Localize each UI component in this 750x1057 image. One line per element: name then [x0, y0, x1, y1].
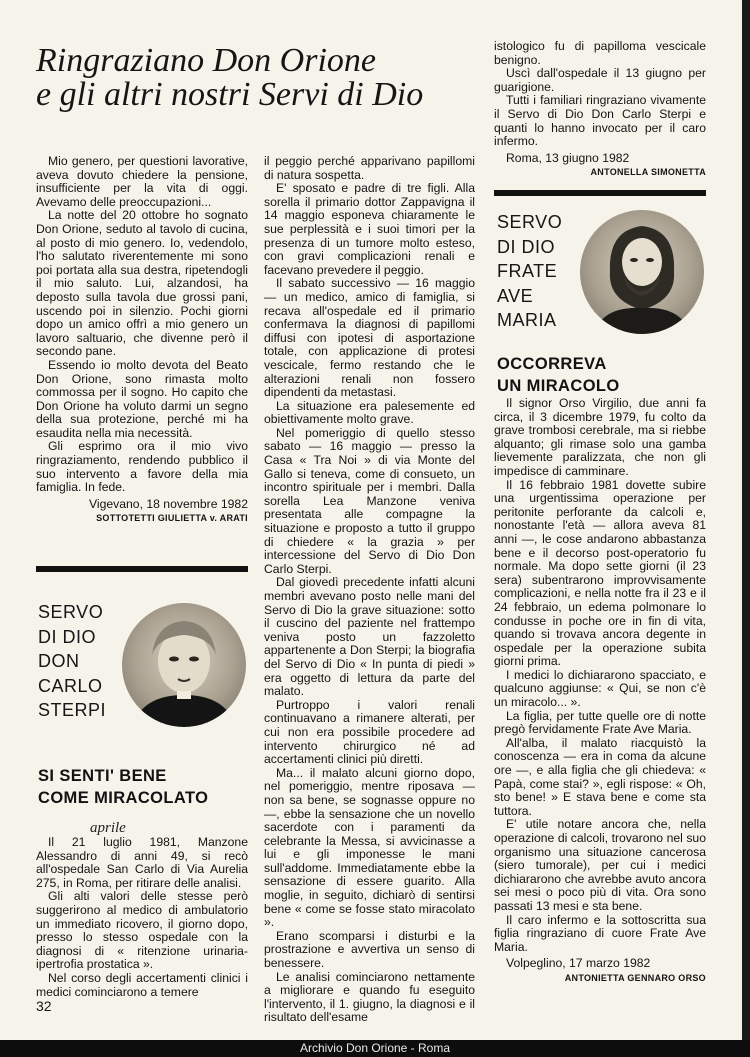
letter-2-continued	[264, 155, 475, 1025]
paragraph: La situazione era palesemente ed obiettivamente molto grave.	[264, 398, 475, 427]
signature: ANTONELLA SIMONETTA	[590, 167, 706, 178]
paragraph: Uscì dall'ospedale il 13 giugno per guarigione.	[494, 66, 706, 94]
letter-2	[36, 836, 248, 999]
paragraph: Il 16 febbraio 1981 dovette subire una urgentissima operazione per peritonite perforante da calcoli e, nonostante l'età — allora aveva 81 anni —, le cose andarono abbastanza bene e il decorso post-operatorio fu normale. Ma dopo sette giorni (il 23 sera) subentrarono improvvisamente complicazioni, e nella notte fra il 23 e il 24 febbraio, un edema polmonare lo condusse in poche ore in fin di vita, quando si trovava ancora degente in ospedale per la operazione subita giorni prima.	[494, 477, 706, 669]
priest-portrait-icon	[122, 603, 246, 727]
section-divider	[36, 566, 248, 572]
signature: ANTONIETTA GENNARO ORSO	[564, 972, 706, 983]
title-line-2: e gli altri nostri Servi di Dio	[36, 76, 424, 113]
paragraph: Dal giovedì precedente infatti alcuni membri avevano posto nelle mani del Servo di Dio la grave situazione: sotto il cuscino del paziente nel frattempo veniva posto un fazzoletto appartenente a Don Sterpi; la biografia del Servo di Dio « In punta di piedi » era oggetto di lettura da parte del malato.	[264, 575, 475, 699]
letter-1	[36, 155, 248, 526]
heading-si-senti-bene: SI SENTI' BENE COME MIRACOLATO	[38, 767, 209, 807]
place-date: Volpeglino, 17 marzo 1982	[506, 956, 651, 971]
paragraph: Purtroppo i valori renali continuavano a rimanere alterati, per cui non era possibile procedere ad intervento chirurgico né ad accertamenti clinici più diretti.	[264, 697, 475, 767]
paragraph: Le analisi cominciarono nettamente a migliorare e quando fu eseguito l'intervento, il 1. giugno, la diagnosi e il risultato dell'esame	[264, 969, 475, 1025]
paragraph: E' sposato e padre di tre figli. Alla sorella il primario dottor Zappavigna il 14 maggio esponeva chiaramente le sue perplessità e i suoi timori per la presenza di un tumore molto esteso, con gravi complicazioni renali e facevano prevedere il peggio.	[264, 181, 475, 277]
signature: SOTTOTETTI GIULIETTA v. ARATI	[96, 513, 248, 524]
friar-portrait-icon	[580, 210, 704, 334]
paragraph: il peggio perché apparivano papillomi di natura sospetta.	[264, 154, 475, 182]
handwritten-correction: aprile	[90, 820, 126, 836]
title-line-1: Ringraziano Don Orione	[36, 42, 376, 79]
archive-footer: Archivio Don Orione - Roma	[0, 1040, 750, 1057]
page-number: 32	[36, 998, 52, 1014]
paragraph: Gli esprimo ora il mio vivo ringraziamento, rendendo pubblico il suo intervento a favore della mia famiglia. In fede.	[36, 439, 248, 495]
paragraph: Tutti i familiari ringraziano vivamente il Servo di Dio Don Carlo Sterpi e quanti lo hanno invocato per il caro infermo.	[494, 93, 706, 149]
article-title	[36, 44, 456, 112]
heading-occorreva-un-miracolo: OCCORREVA UN MIRACOLO	[497, 355, 620, 395]
paragraph: Essendo io molto devota del Beato Don Orione, sono rimasta molto commossa per il sogno. Ho capito che Don Orione ha voluto darmi un segno della sua protezione, perché mi ha esaudita nella mia necessità.	[36, 357, 248, 440]
paragraph: Il caro infermo e la sottoscritta sua figlia ringraziano di cuore Frate Ave Maria.	[494, 912, 706, 954]
servo-label-ave-maria: SERVO DI DIO FRATE AVE MARIA	[497, 212, 563, 330]
paragraph: Il sabato successivo — 16 maggio — un medico, amico di famiglia, si recava all'ospedale ed il primario confermava la diagnosi di papillomi diffusi con ipotesi di asportazione totale, con applicazione di protesi vescicale, fermo restando che le alterazioni renali non fossero dipendenti da metastasi.	[264, 276, 475, 400]
paragraph: Nel corso degli accertamenti clinici i medici cominciarono a temere	[36, 970, 248, 999]
letter-2-end	[494, 40, 706, 180]
paragraph: Mio genero, per questioni lavorative, aveva dovuto chiedere la pensione, insufficiente per la vita di oggi. Avevamo delle preoccupazioni...	[36, 154, 248, 209]
paragraph: Il signor Orso Virgilio, due anni fa circa, il 3 dicembre 1979, fu colto da grave trombosi cerebrale, ma si riebbe alquanto; gli rimase solo una gamba lievemente paralizzata, che non gli impedisce di camminare.	[494, 396, 706, 478]
paragraph: istologico fu di papilloma vescicale benigno.	[494, 39, 706, 67]
paragraph: La figlia, per tutte quelle ore di notte pregò fervidamente Frate Ave Maria.	[494, 708, 706, 737]
place-date: Roma, 13 giugno 1982	[506, 150, 630, 165]
section-divider	[494, 190, 706, 196]
paragraph: I medici lo dichiararono spacciato, e qualcuno aggiunse: « Qui, se non c'è un miracolo... ».	[494, 667, 706, 710]
paragraph: All'alba, il malato riacquistò la conoscenza — era in coma da alcune ore —, e alla figlia che gli chiedeva: « Papà, come stai? », egli rispose: « Oh, sto bene! » E stava bene e come sta tuttora.	[494, 735, 706, 818]
place-date: Vigevano, 18 novembre 1982	[88, 496, 248, 511]
paragraph: Nel pomeriggio di quello stesso sabato — 16 maggio — presso la Casa « Tra Noi » di via Monte del Gallo si teneva, come di consueto, un incontro spirituale per i membri. Dalla sorella Lea Manzone veniva presentata alle compagne la situazione e proposto a tutto il gruppo di chiedere « la grazia » per intercessione del Servo di Dio Don Carlo Sterpi.	[264, 425, 475, 576]
servo-label-sterpi: SERVO DI DIO DON CARLO STERPI	[38, 602, 107, 720]
portrait-frate-ave-maria	[580, 210, 704, 334]
paragraph: E' utile notare ancora che, nella operazione di calcoli, trovarono nel suo organismo una situazione cancerosa (siero tumorale), per cui i medici dichiararono che avrebbe avuto ancora sei mesi o poco più di vita. Ora sono passati 13 mesi e sta bene.	[494, 817, 706, 913]
paragraph: La notte del 20 ottobre ho sognato Don Orione, seduto al tavolo di cucina, al posto di mio genero. Io, vedendolo, l'ho salutato riverentemente mi sono poi portata alla sua destra, ripetendogli il mio saluto. Lui, alzandosi, ha deposto sulla tavola due grossi pani, uscendo poi in silenzio. Pochi giorni dopo un amico offrì a mio genero un lavoro saltuario, che divenne però il secondo pane.	[36, 208, 248, 359]
letter-3	[494, 397, 706, 986]
paragraph: Gli alti valori delle stesse però suggerirono al medico di ambulatorio un immediato ricovero, il giorno dopo, presso lo stesso ospedale con la diagnosi di « ritenzione urinaria-ipertrofia prostatica ».	[36, 889, 248, 972]
paragraph: Il 21 luglio 1981, Manzone Alessandro di anni 49, si recò all'ospedale San Carlo di Via Aurelia 275, in Roma, per ritirare delle analisi.	[36, 835, 248, 890]
paragraph: Erano scomparsi i disturbi e la prostrazione e avvertiva un senso di benessere.	[264, 928, 475, 971]
paragraph: Ma... il malato alcuni giorno dopo, nel pomeriggio, mentre riposava — non sa bene, se sognasse oppure no —, ebbe la sensazione che un novello sacerdote con i paramenti da celebrante la Messa, si avvicinasse a lui e gli imponesse le mani sull'addome. Immediatamente ebbe la sensazione di essere guarito. Alla moglie, in seguito, dichiarò di sentirsi bene « come se fosse stato miracolato ».	[264, 765, 475, 930]
portrait-don-carlo-sterpi	[122, 603, 246, 727]
